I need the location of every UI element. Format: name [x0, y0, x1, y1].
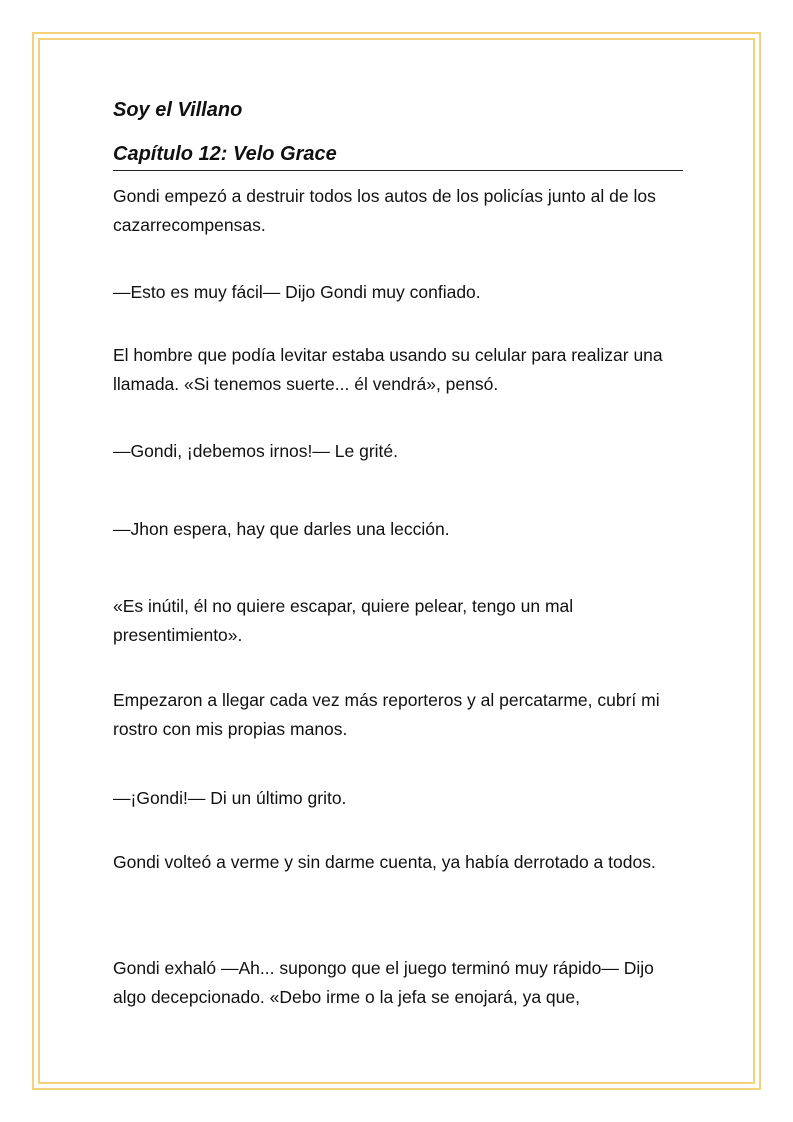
- paragraph-7: Empezaron a llegar cada vez más reporteros y al percatarme, cubrí mi rostro con mis propias manos.: [113, 690, 660, 739]
- header-block: [113, 96, 683, 171]
- chapter-title: Capítulo 12: Velo Grace: [113, 140, 683, 171]
- paragraph-1: Gondi empezó a destruir todos los autos de los policías junto al de los cazarrecompensas.: [113, 186, 656, 235]
- paragraph-10: Gondi exhaló —Ah... supongo que el juego terminó muy rápido— Dijo algo decepcionado. «Debo irme o la jefa se enojará, ya que,: [113, 958, 654, 1007]
- book-title: Soy el Villano: [113, 99, 243, 121]
- paragraph-2: —Esto es muy fácil— Dijo Gondi muy confiado.: [113, 282, 481, 302]
- paragraph-3: El hombre que podía levitar estaba usando su celular para realizar una llamada. «Si tenemos suerte... él vendrá», pensó.: [113, 345, 663, 394]
- paragraph-6: «Es inútil, él no quiere escapar, quiere pelear, tengo un mal presentimiento».: [113, 596, 574, 645]
- paragraph-4: —Gondi, ¡debemos irnos!— Le grité.: [113, 441, 398, 461]
- paragraph-5: —Jhon espera, hay que darles una lección.: [113, 519, 450, 539]
- paragraph-8: —¡Gondi!— Di un último grito.: [113, 788, 347, 808]
- paragraph-9: Gondi volteó a verme y sin darme cuenta, ya había derrotado a todos.: [113, 852, 656, 872]
